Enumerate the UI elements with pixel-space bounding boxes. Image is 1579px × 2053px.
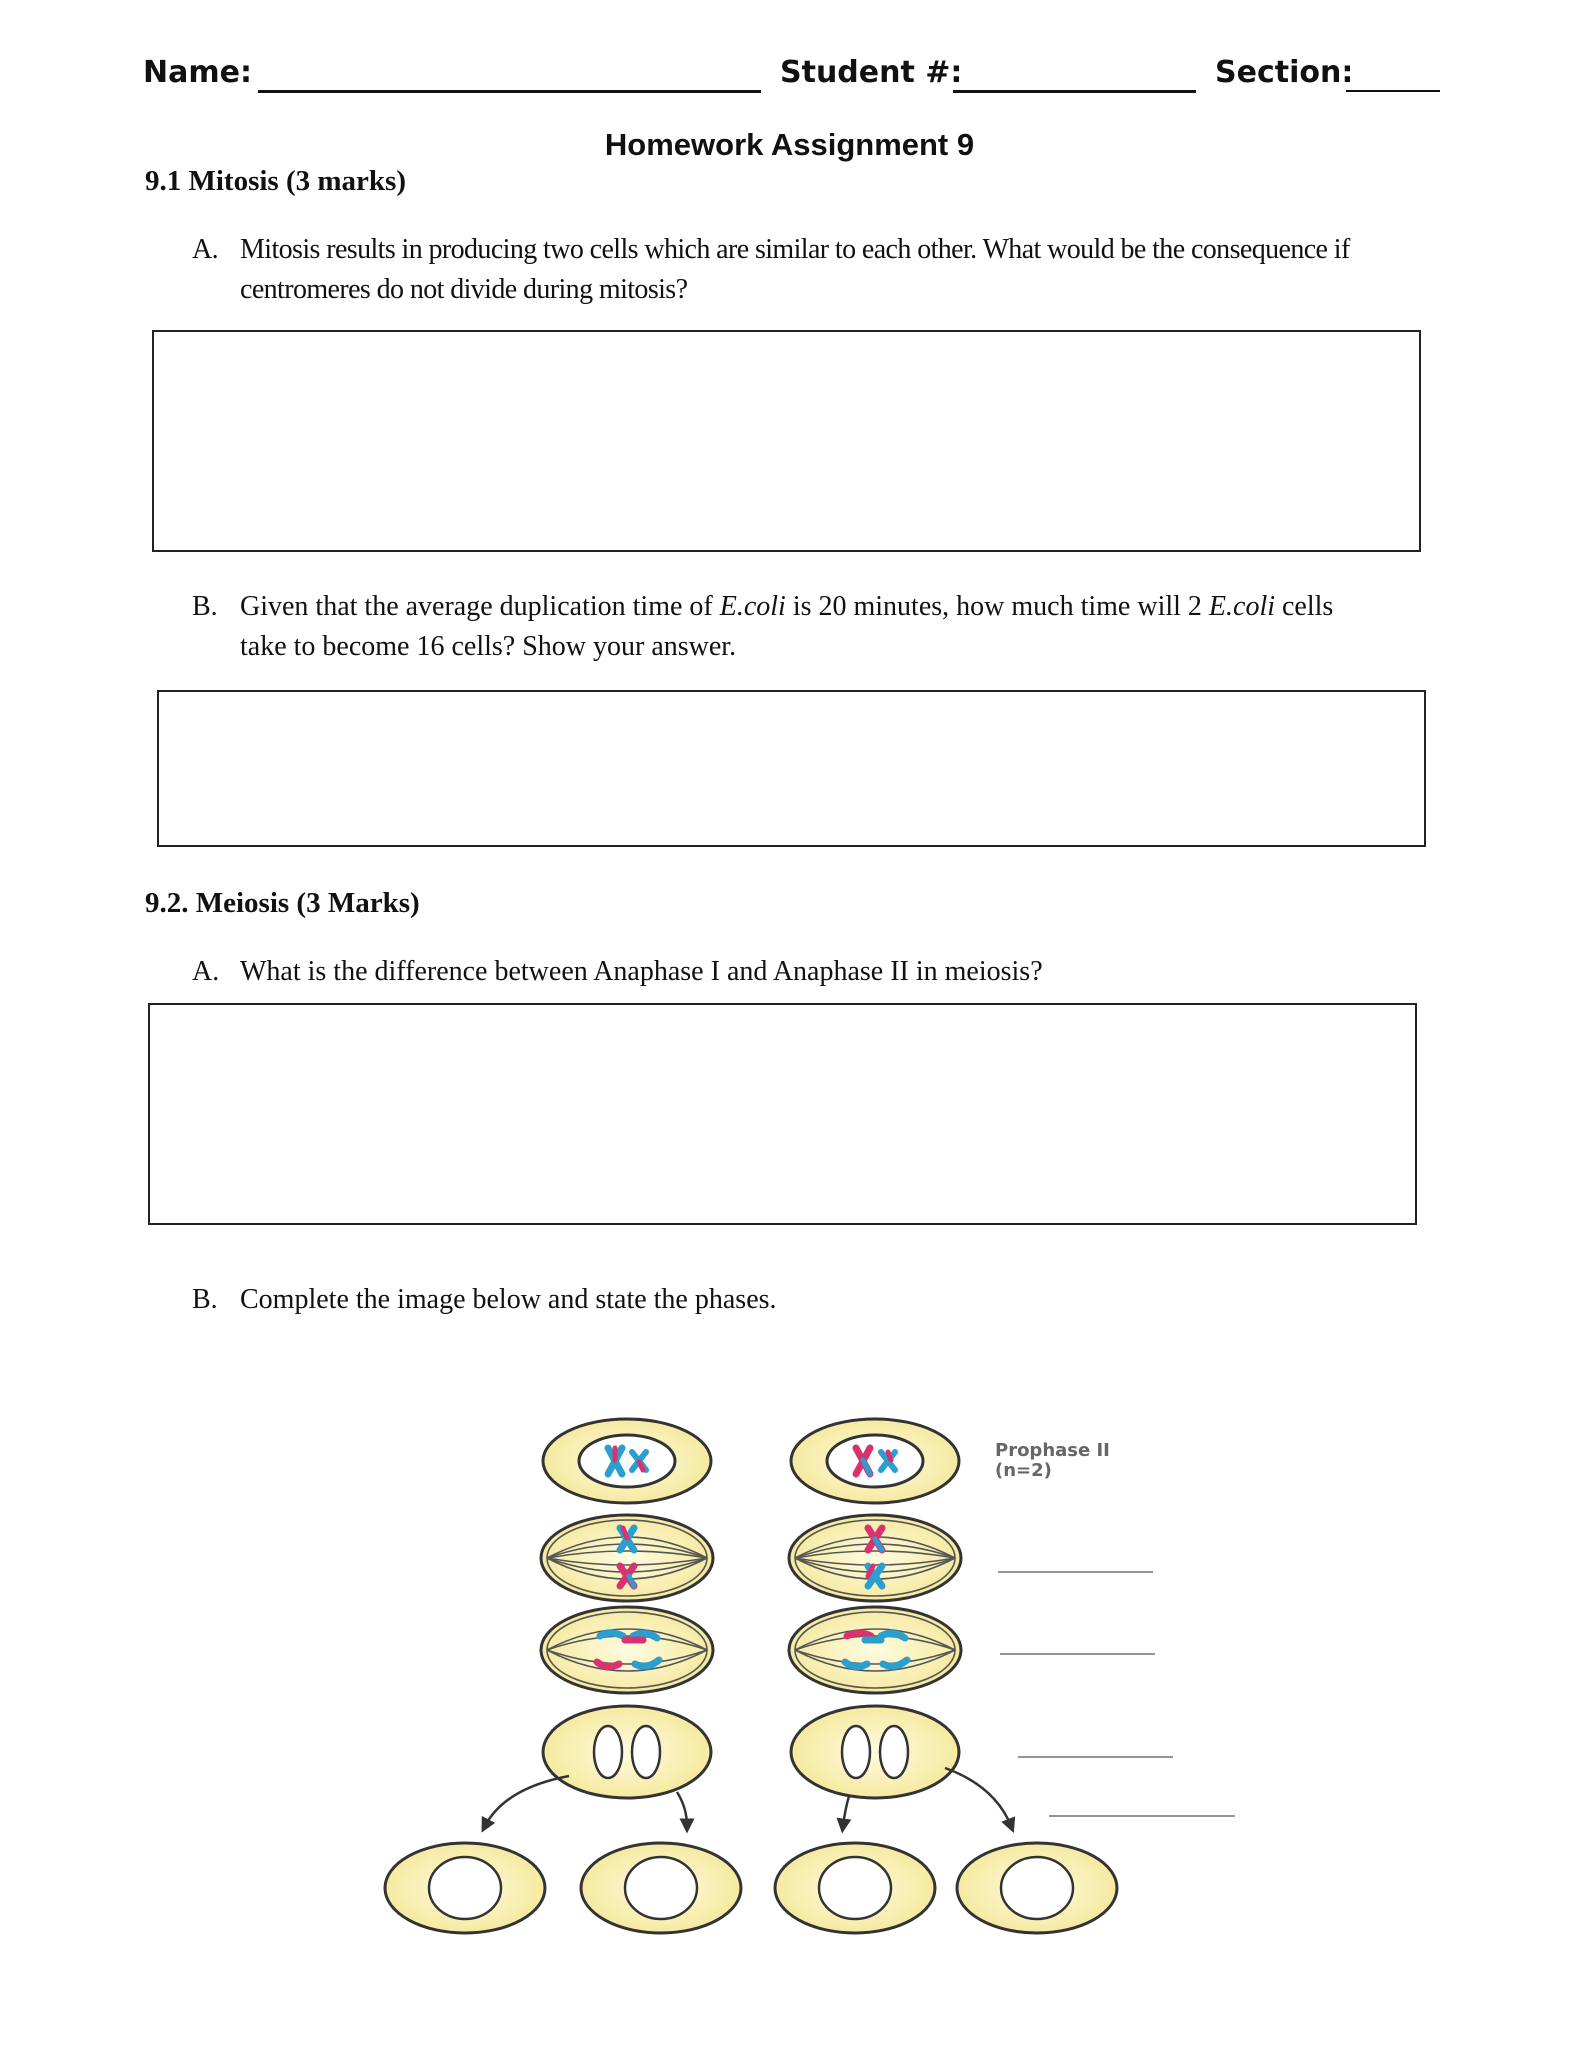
question-meiosis-b bbox=[192, 1280, 777, 1320]
question-letter: B. bbox=[192, 591, 218, 622]
question-text: is 20 minutes, how much time will 2 bbox=[785, 591, 1209, 622]
section-label: Section: bbox=[1215, 55, 1354, 90]
question-letter: A. bbox=[192, 234, 219, 265]
telophase-ii-cell-left bbox=[543, 1706, 711, 1798]
page-title: Homework Assignment 9 bbox=[604, 127, 975, 162]
arrow-left-down bbox=[843, 1796, 849, 1826]
question-meiosis-a bbox=[192, 952, 1043, 992]
section-underline[interactable] bbox=[1346, 90, 1440, 92]
nuclear-envelope bbox=[579, 1435, 675, 1487]
anaphase-ii-cell-left bbox=[541, 1607, 713, 1693]
arrow-right-down bbox=[945, 1768, 1011, 1826]
species-name: E.coli bbox=[1208, 591, 1275, 622]
question-mitosis-b bbox=[192, 587, 1333, 667]
arrow-right-down bbox=[677, 1792, 687, 1826]
prophase-ii-cell-right bbox=[791, 1419, 959, 1503]
anaphase-ii-cell-right bbox=[789, 1607, 961, 1693]
question-letter: B. bbox=[192, 1284, 218, 1315]
nuclear-envelope bbox=[827, 1435, 923, 1487]
metaphase-ii-cell-right bbox=[789, 1515, 961, 1601]
question-text-continued: centromeres do not divide during mitosis? bbox=[240, 274, 688, 305]
question-text: cells bbox=[1275, 591, 1334, 622]
nucleus bbox=[625, 1857, 697, 1919]
metaphase-ii-cell-left bbox=[541, 1515, 713, 1601]
daughter-cell-1 bbox=[385, 1843, 545, 1933]
question-text-continued: take to become 16 cells? Show your answer. bbox=[240, 631, 737, 662]
section-heading-meiosis: 9.2. Meiosis (3 Marks) bbox=[145, 887, 420, 919]
forming-nucleus bbox=[594, 1726, 622, 1778]
daughter-cell-2 bbox=[581, 1843, 741, 1933]
student-number-label: Student #: bbox=[780, 55, 963, 90]
answer-box-mitosis-a[interactable] bbox=[152, 330, 1421, 552]
question-letter: A. bbox=[192, 956, 220, 987]
telophase-ii-cell-right bbox=[791, 1706, 959, 1798]
section-heading-mitosis: 9.1 Mitosis (3 marks) bbox=[145, 165, 406, 197]
prophase-ii-cell-left bbox=[543, 1419, 711, 1503]
question-mitosis-a bbox=[192, 230, 1350, 310]
question-text: What is the difference between Anaphase I and Anaphase II in meiosis? bbox=[240, 956, 1043, 987]
name-label: Name: bbox=[143, 55, 252, 90]
forming-nucleus bbox=[880, 1726, 908, 1778]
nucleus bbox=[1001, 1857, 1073, 1919]
phase-label-prophase-ii: Prophase II bbox=[995, 1440, 1110, 1461]
student-number-underline[interactable] bbox=[953, 90, 1196, 93]
phase-label-prophase-ii-ploidy: (n=2) bbox=[995, 1460, 1052, 1481]
daughter-cell-4 bbox=[957, 1843, 1117, 1933]
answer-box-meiosis-a[interactable] bbox=[148, 1003, 1417, 1225]
name-underline[interactable] bbox=[258, 90, 761, 93]
arrow-left-down bbox=[485, 1776, 569, 1826]
answer-box-mitosis-b[interactable] bbox=[157, 690, 1426, 847]
forming-nucleus bbox=[632, 1726, 660, 1778]
meiosis-ii-diagram bbox=[325, 1408, 1245, 1953]
nucleus bbox=[429, 1857, 501, 1919]
daughter-cell-3 bbox=[775, 1843, 935, 1933]
question-text: Given that the average duplication time of bbox=[240, 591, 720, 622]
question-text: Mitosis results in producing two cells which are similar to each other. What would be the consequence if bbox=[240, 234, 1350, 265]
species-name: E.coli bbox=[719, 591, 786, 622]
nucleus bbox=[819, 1857, 891, 1919]
question-text: Complete the image below and state the phases. bbox=[240, 1284, 777, 1315]
forming-nucleus bbox=[842, 1726, 870, 1778]
